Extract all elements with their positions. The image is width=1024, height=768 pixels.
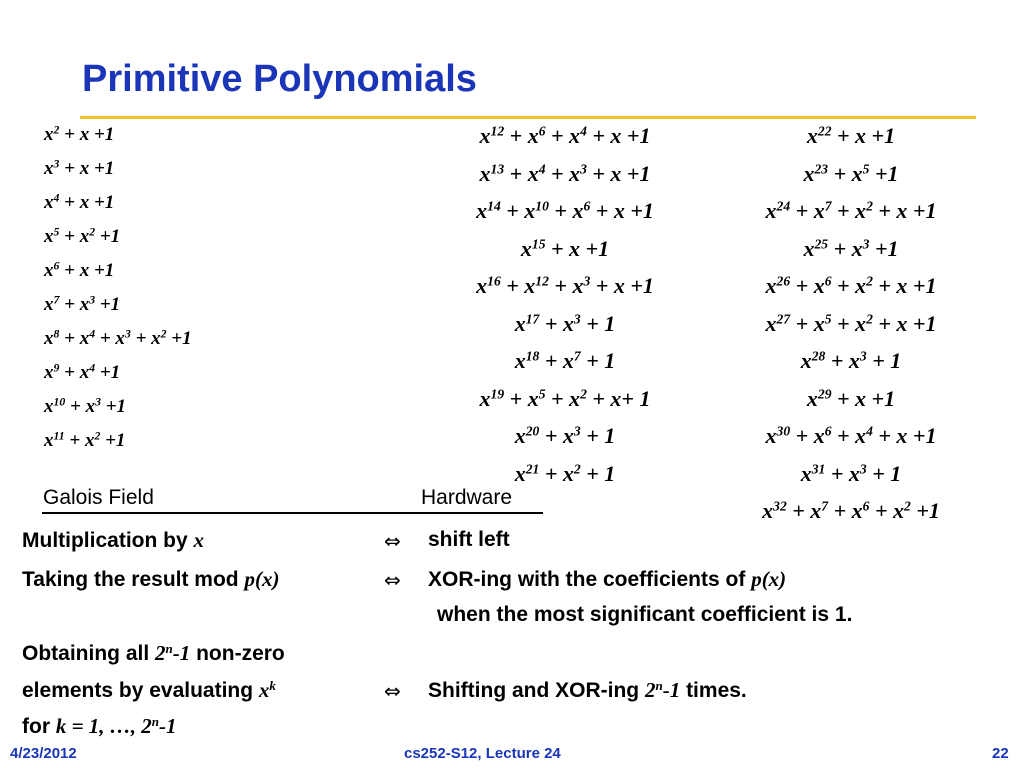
polynomial-entry: $x^{23} + x^5 +1$	[803, 160, 899, 186]
polynomial-entry: $x^2 + x +1$	[44, 123, 115, 145]
row2-left: Taking the result mod p(x)	[22, 567, 280, 591]
polynomial-entry: $x^{11} + x^2 +1$	[44, 429, 126, 451]
polynomial-entry: $x^4 + x +1$	[44, 191, 115, 213]
polynomial-entry: $x^3 + x +1$	[44, 157, 115, 179]
polynomial-entry: $x^{26} + x^6 + x^2 + x +1$	[765, 273, 937, 298]
polynomial-entry: $x^{19} + x^5 + x^2 + x+ 1$	[479, 385, 651, 411]
polynomial-entry: $x^{10} + x^3 +1$	[44, 395, 127, 417]
galois-field-header: Galois Field	[43, 486, 154, 509]
polynomial-entry: $x^{21} + x^2 + 1$	[514, 460, 616, 486]
equivalence-arrow-icon: ⇔	[384, 568, 401, 592]
footer-course: cs252-S12, Lecture 24	[404, 745, 561, 762]
polynomial-entry: $x^9 + x^4 +1$	[44, 361, 121, 383]
polynomial-entry: $x^6 + x +1$	[44, 259, 115, 281]
equivalence-arrow-icon: ⇔	[384, 529, 401, 553]
polynomial-entry: $x^{12} + x^6 + x^4 + x +1$	[479, 123, 651, 148]
title-underline	[80, 116, 976, 119]
row2-continuation: when the most significant coefficient is 1.	[437, 603, 853, 626]
polynomial-entry: $x^{20} + x^3 + 1$	[514, 423, 616, 448]
polynomial-entry: $x^{29} + x +1$	[806, 385, 896, 411]
hardware-header: Hardware	[421, 486, 513, 509]
polynomial-entry: $x^{25} + x^3 +1$	[803, 235, 899, 261]
page-title: Primitive Polynomials	[82, 58, 477, 100]
header-underline	[42, 512, 543, 514]
row1-right: shift left	[428, 528, 510, 551]
polynomial-entry: $x^{24} + x^7 + x^2 + x +1$	[765, 198, 937, 223]
polynomial-entry: $x^{30} + x^6 + x^4 + x +1$	[765, 423, 937, 448]
polynomial-entry: $x^{14} + x^{10} + x^6 + x +1$	[476, 198, 654, 223]
polynomial-entry: $x^5 + x^2 +1$	[44, 225, 121, 247]
row5-left: for k = 1, …, 2$^n$-1	[22, 713, 177, 738]
row2-right: XOR-ing with the coefficients of p(x)	[428, 567, 787, 591]
footer-page-number: 22	[992, 745, 1009, 762]
polynomial-entry: $x^{13} + x^4 + x^3 + x +1$	[479, 160, 651, 186]
polynomial-entry: $x^{28} + x^3 + 1$	[800, 348, 902, 373]
polynomial-entry: $x^{15} + x +1$	[520, 235, 610, 261]
equivalence-arrow-icon: ⇔	[384, 679, 401, 703]
polynomial-entry: $x^8 + x^4 + x^3 + x^2 +1$	[44, 327, 192, 349]
polynomial-entry: $x^{27} + x^5 + x^2 + x +1$	[765, 310, 937, 336]
polynomial-entry: $x^{18} + x^7 + 1$	[514, 348, 616, 373]
polynomial-entry: $x^{31} + x^3 + 1$	[800, 460, 902, 486]
row3-left: Obtaining all 2$^n$-1 non-zero	[22, 640, 285, 665]
row1-left: Multiplication by x	[22, 528, 204, 552]
polynomial-entry: $x^{22} + x +1$	[806, 123, 896, 148]
polynomial-entry: $x^7 + x^3 +1$	[44, 293, 121, 315]
row4-right: Shifting and XOR-ing 2$^n$-1 times.	[428, 677, 747, 702]
footer-date: 4/23/2012	[10, 745, 77, 762]
polynomial-entry: $x^{17} + x^3 + 1$	[514, 310, 616, 336]
row4-left: elements by evaluating $x^k$	[22, 677, 276, 702]
polynomial-entry: $x^{32} + x^7 + x^6 + x^2 +1$	[762, 498, 940, 523]
polynomial-entry: $x^{16} + x^{12} + x^3 + x +1$	[476, 273, 654, 298]
